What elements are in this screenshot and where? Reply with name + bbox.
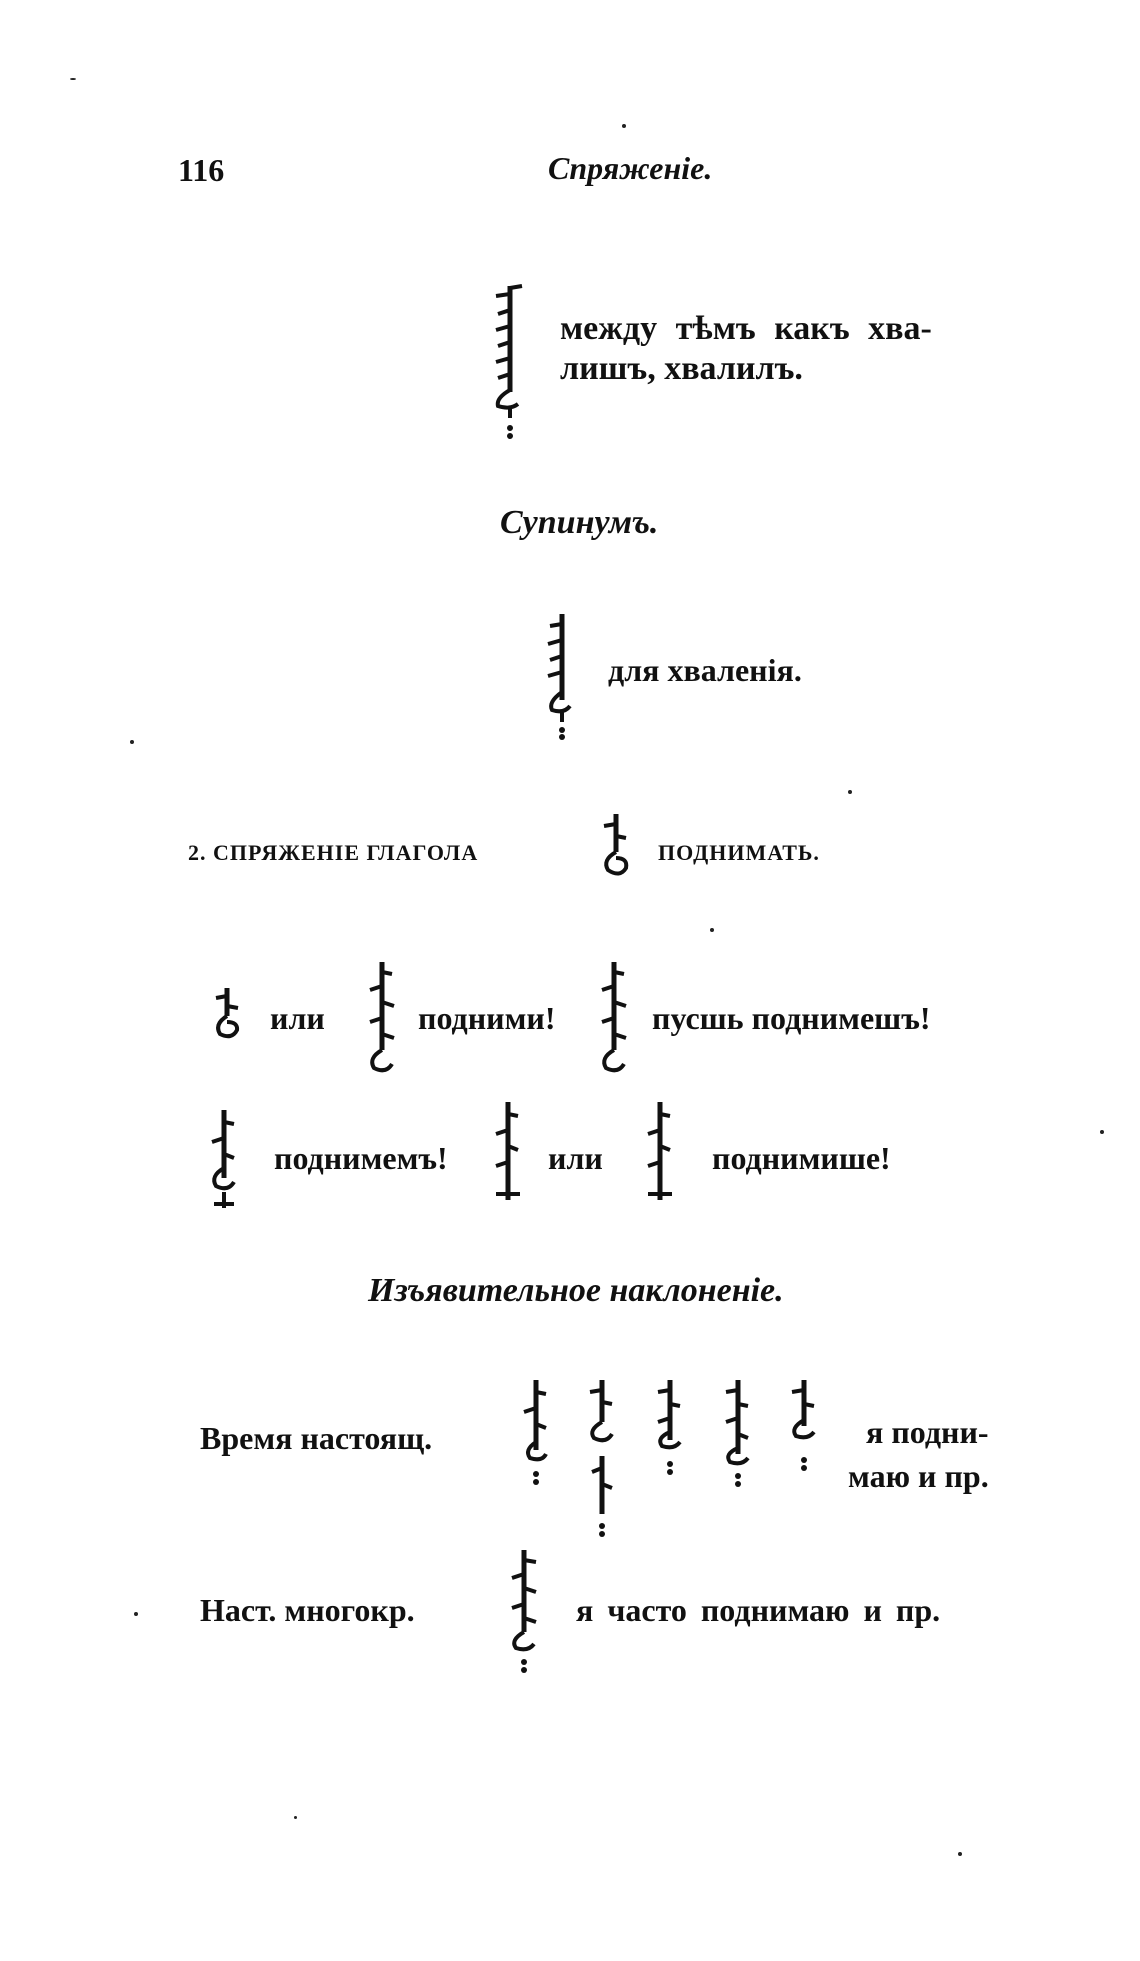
imperative-gloss-2: пусшь поднимешъ! bbox=[652, 1000, 931, 1036]
scan-speck bbox=[622, 124, 626, 128]
frequentative-label: Наст. многокр. bbox=[200, 1592, 415, 1628]
gerund-text-line1: между тѣмъ какъ хва- bbox=[560, 310, 932, 347]
imperative-gloss-4: поднимише! bbox=[712, 1140, 891, 1176]
scan-speck bbox=[130, 740, 134, 744]
conjugation-heading-left: 2. СПРЯЖЕНІЕ ГЛАГОЛА bbox=[188, 840, 479, 865]
mongolian-word-icon bbox=[488, 282, 528, 440]
scan-speck bbox=[294, 1816, 297, 1819]
present-tense-label: Время настоящ. bbox=[200, 1420, 433, 1456]
supine-gloss: для хваленія. bbox=[608, 652, 802, 688]
present-tense-gloss-line1: я подни- bbox=[866, 1414, 989, 1450]
running-title: Спряженіе. bbox=[548, 150, 713, 186]
conjugation-heading-right: ПОДНИМАТЬ. bbox=[658, 840, 820, 865]
mongolian-word-icon bbox=[640, 1100, 680, 1210]
mongolian-word-icon bbox=[786, 1378, 822, 1478]
scan-speck bbox=[958, 1852, 962, 1856]
mongolian-word-icon bbox=[488, 1100, 528, 1210]
mongolian-word-icon bbox=[720, 1378, 756, 1488]
imperative-gloss-1: подними! bbox=[418, 1000, 556, 1036]
scan-speck bbox=[1100, 1130, 1104, 1134]
supine-heading: Супинумъ. bbox=[500, 504, 659, 541]
frequentative-gloss: я часто поднимаю и пр. bbox=[576, 1592, 941, 1628]
gerund-text-line2: лишъ, хвалилъ. bbox=[560, 350, 803, 387]
mongolian-word-icon bbox=[518, 1378, 554, 1488]
imperative-or-1: или bbox=[270, 1000, 325, 1036]
mongolian-word-icon bbox=[652, 1378, 688, 1478]
mongolian-word-icon bbox=[540, 610, 580, 740]
imperative-or-2: или bbox=[548, 1140, 603, 1176]
indicative-heading: Изъявительное наклоненіе. bbox=[368, 1272, 784, 1309]
scan-speck bbox=[710, 928, 714, 932]
scan-speck bbox=[134, 1612, 138, 1616]
scan-speck bbox=[848, 790, 852, 794]
imperative-gloss-3: поднимемъ! bbox=[274, 1140, 448, 1176]
mongolian-word-icon bbox=[504, 1548, 544, 1676]
mongolian-word-icon bbox=[584, 1378, 620, 1540]
mongolian-word-icon bbox=[362, 960, 402, 1080]
mongolian-word-icon bbox=[204, 1108, 244, 1218]
mongolian-word-icon bbox=[598, 812, 634, 882]
mongolian-word-icon bbox=[210, 986, 244, 1042]
mongolian-word-icon bbox=[594, 960, 634, 1080]
present-tense-gloss-line2: маю и пр. bbox=[848, 1458, 989, 1494]
scan-speck bbox=[70, 78, 76, 80]
page-number: 116 bbox=[178, 152, 225, 188]
